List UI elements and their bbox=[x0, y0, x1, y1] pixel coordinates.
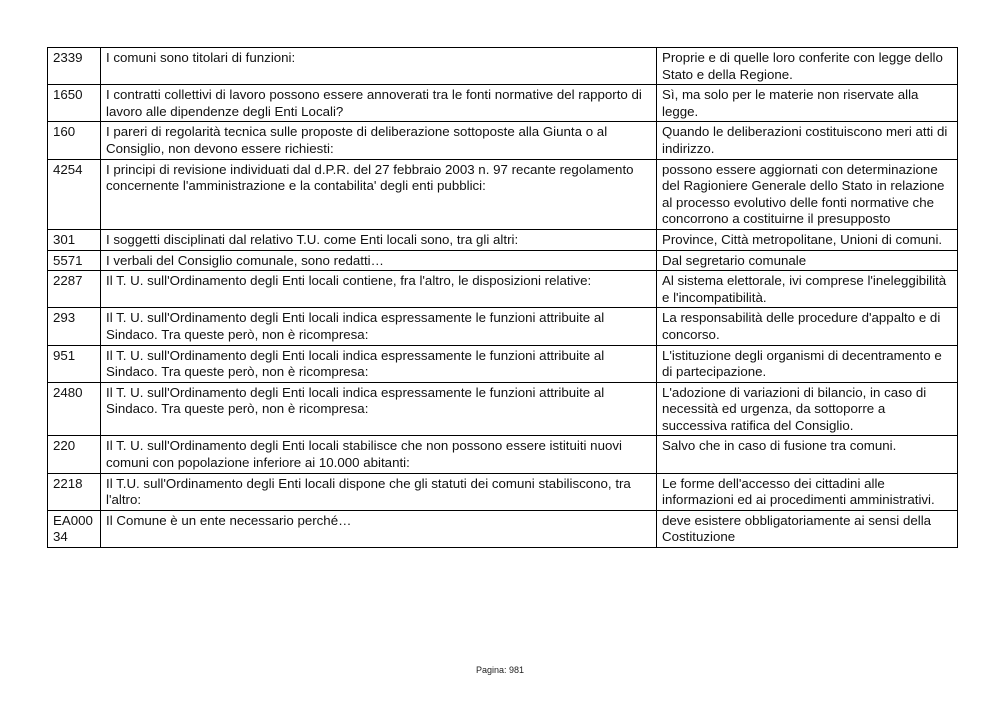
question-text-cell: Il T.U. sull'Ordinamento degli Enti locali dispone che gli statuti dei comuni stabiliscono, tra l'altro: bbox=[101, 473, 657, 510]
answer-text-cell: deve esistere obbligatoriamente ai sensi della Costituzione bbox=[657, 510, 958, 547]
question-id-cell: 293 bbox=[48, 308, 101, 345]
question-id-cell: EA00034 bbox=[48, 510, 101, 547]
answer-text-cell: Al sistema elettorale, ivi comprese l'ineleggibilità e l'incompatibilità. bbox=[657, 271, 958, 308]
answer-text-cell: possono essere aggiornati con determinazione del Ragioniere Generale dello Stato in relazione al processo evolutivo delle fonti normative che concorrono a costituirne il presupposto bbox=[657, 159, 958, 229]
question-id-cell: 2480 bbox=[48, 382, 101, 436]
question-table-body bbox=[48, 48, 958, 548]
answer-text-cell: L'istituzione degli organismi di decentramento e di partecipazione. bbox=[657, 345, 958, 382]
question-text-cell: I principi di revisione individuati dal d.P.R. del 27 febbraio 2003 n. 97 recante regolamento concernente l'amministrazione e la contabilita' degli enti pubblici: bbox=[101, 159, 657, 229]
answer-text-cell: Salvo che in caso di fusione tra comuni. bbox=[657, 436, 958, 473]
table-row bbox=[48, 250, 958, 271]
table-row bbox=[48, 436, 958, 473]
answer-text-cell: Quando le deliberazioni costituiscono meri atti di indirizzo. bbox=[657, 122, 958, 159]
page-footer bbox=[0, 665, 1000, 675]
table-row bbox=[48, 122, 958, 159]
table-row bbox=[48, 510, 958, 547]
question-id-cell: 301 bbox=[48, 229, 101, 250]
question-id-cell: 2218 bbox=[48, 473, 101, 510]
table-row bbox=[48, 159, 958, 229]
question-text-cell: Il T. U. sull'Ordinamento degli Enti locali indica espressamente le funzioni attribuite al Sindaco. Tra queste però, non è ricompresa: bbox=[101, 308, 657, 345]
table-row bbox=[48, 382, 958, 436]
question-id-cell: 2339 bbox=[48, 48, 101, 85]
document-page bbox=[47, 47, 957, 548]
question-text-cell: Il T. U. sull'Ordinamento degli Enti locali stabilisce che non possono essere istituiti nuovi comuni con popolazione inferiore ai 10.000 abitanti: bbox=[101, 436, 657, 473]
answer-text-cell: L'adozione di variazioni di bilancio, in caso di necessità ed urgenza, da sottoporre a successiva ratifica del Consiglio. bbox=[657, 382, 958, 436]
table-row bbox=[48, 48, 958, 85]
question-id-cell: 1650 bbox=[48, 85, 101, 122]
question-text-cell: I pareri di regolarità tecnica sulle proposte di deliberazione sottoposte alla Giunta o al Consiglio, non devono essere richiesti: bbox=[101, 122, 657, 159]
answer-text-cell: Le forme dell'accesso dei cittadini alle informazioni ed ai procedimenti amministrativi. bbox=[657, 473, 958, 510]
question-table bbox=[47, 47, 958, 548]
question-text-cell: I soggetti disciplinati dal relativo T.U. come Enti locali sono, tra gli altri: bbox=[101, 229, 657, 250]
question-id-cell: 4254 bbox=[48, 159, 101, 229]
question-id-cell: 160 bbox=[48, 122, 101, 159]
table-row bbox=[48, 345, 958, 382]
question-text-cell: Il T. U. sull'Ordinamento degli Enti locali indica espressamente le funzioni attribuite al Sindaco. Tra queste però, non è ricompresa: bbox=[101, 382, 657, 436]
table-row bbox=[48, 85, 958, 122]
answer-text-cell: La responsabilità delle procedure d'appalto e di concorso. bbox=[657, 308, 958, 345]
table-row bbox=[48, 229, 958, 250]
question-id-cell: 951 bbox=[48, 345, 101, 382]
table-row bbox=[48, 308, 958, 345]
question-id-cell: 5571 bbox=[48, 250, 101, 271]
page-number: Pagina: 981 bbox=[475, 665, 525, 675]
table-row bbox=[48, 473, 958, 510]
answer-text-cell: Sì, ma solo per le materie non riservate alla legge. bbox=[657, 85, 958, 122]
question-text-cell: Il Comune è un ente necessario perché… bbox=[101, 510, 657, 547]
question-text-cell: Il T. U. sull'Ordinamento degli Enti locali contiene, fra l'altro, le disposizioni relative: bbox=[101, 271, 657, 308]
answer-text-cell: Province, Città metropolitane, Unioni di comuni. bbox=[657, 229, 958, 250]
question-text-cell: I comuni sono titolari di funzioni: bbox=[101, 48, 657, 85]
question-text-cell: I contratti collettivi di lavoro possono essere annoverati tra le fonti normative del rapporto di lavoro alle dipendenze degli Enti Locali? bbox=[101, 85, 657, 122]
question-id-cell: 2287 bbox=[48, 271, 101, 308]
question-id-cell: 220 bbox=[48, 436, 101, 473]
answer-text-cell: Proprie e di quelle loro conferite con legge dello Stato e della Regione. bbox=[657, 48, 958, 85]
answer-text-cell: Dal segretario comunale bbox=[657, 250, 958, 271]
table-row bbox=[48, 271, 958, 308]
question-text-cell: Il T. U. sull'Ordinamento degli Enti locali indica espressamente le funzioni attribuite al Sindaco. Tra queste però, non è ricompresa: bbox=[101, 345, 657, 382]
question-text-cell: I verbali del Consiglio comunale, sono redatti… bbox=[101, 250, 657, 271]
